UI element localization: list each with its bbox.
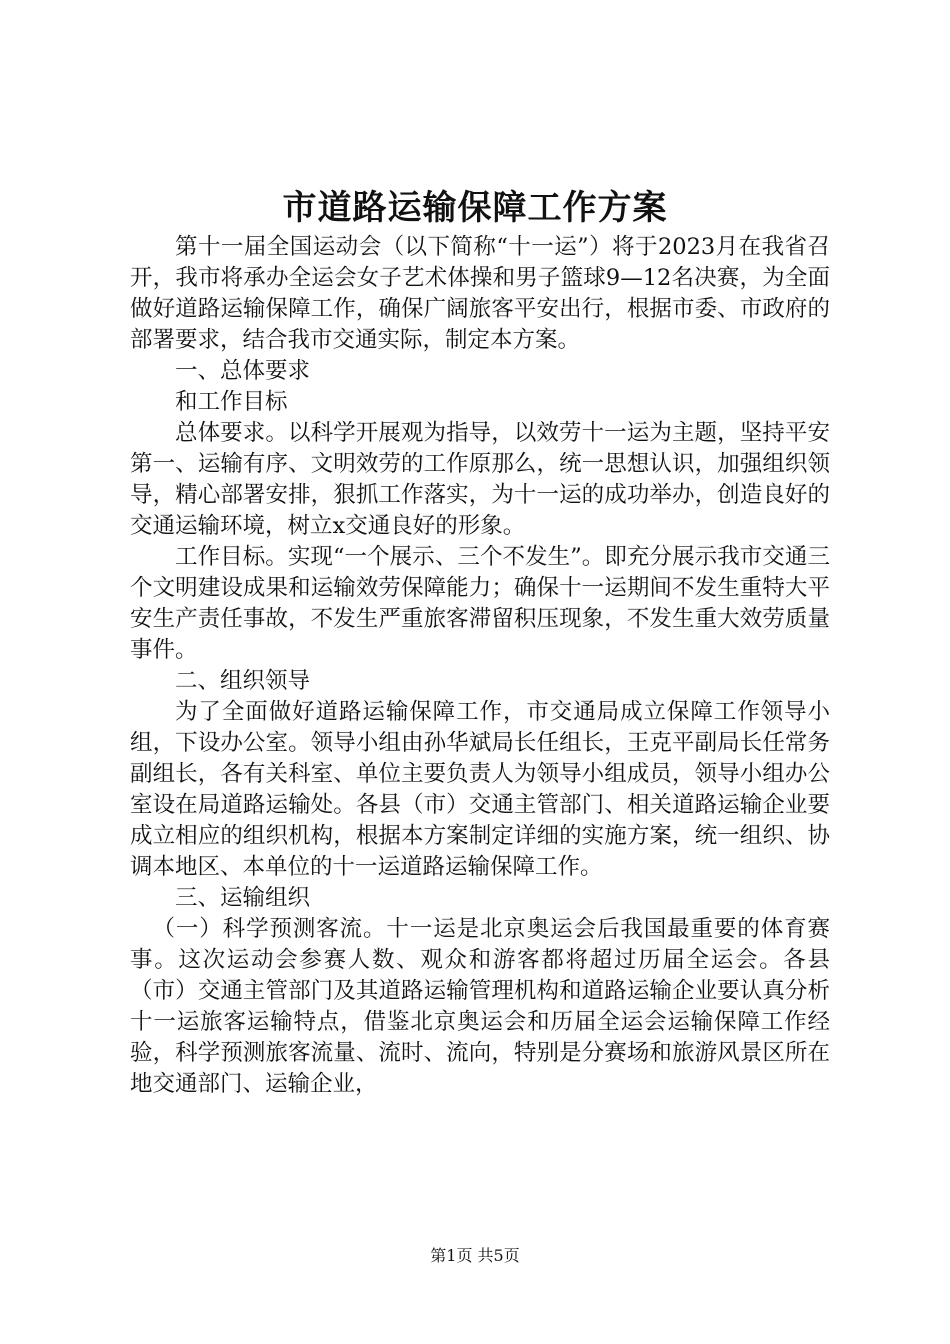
page-footer: 第1页 共5页 — [430, 1246, 520, 1265]
heading-general-requirements: 一、总体要求 — [175, 358, 311, 384]
paragraph-passenger-forecast: （一）科学预测客流。十一运是北京奥运会后我国最重要的体育赛事。这次运动会参赛人数、观众和游客都将超过历届全运会。各县（市）交通主管部门及其道路运输管理机构和道路运输企业要认真分析十一运旅客运输特点，借鉴北京奥运会和历届全运会运输保障工作经验，科学预测旅客流量、流时、流向，特别是分赛场和旅游风景区所在地交通部门、运输企业， — [130, 916, 830, 1097]
paragraph-intro: 第十一届全国运动会（以下简称“十一运”）将于2023月在我省召开，我市将承办全运会女子艺术体操和男子篮球9—12名决赛，为全面做好道路运输保障工作，确保广阔旅客平安出行，根据市委、市政府的部署要求，结合我市交通实际，制定本方案。 — [130, 234, 830, 353]
document-body — [130, 232, 830, 1100]
paragraph-general-requirements: 总体要求。以科学开展观为指导，以效劳十一运为主题，坚持平安第一、运输有序、文明效劳的工作原那么，统一思想认识，加强组织领导，精心部署安排，狠抓工作落实，为十一运的成功举办，创造良好的交通运输环境，树立x交通良好的形象。 — [130, 420, 830, 539]
document-title: 市道路运输保障工作方案 — [282, 188, 668, 228]
paragraph-work-goals: 工作目标。实现“一个展示、三个不发生”。即充分展示我市交通三个文明建设成果和运输效劳保障能力；确保十一运期间不发生重特大平安生产责任事故，不发生严重旅客滞留积压现象，不发生重大效劳质量事件。 — [130, 544, 830, 663]
paragraph-organization-leadership: 为了全面做好道路运输保障工作，市交通局成立保障工作领导小组，下设办公室。领导小组由孙华斌局长任组长，王克平副局长任常务副组长，各有关科室、单位主要负责人为领导小组成员，领导小组办公室设在局道路运输处。各县（市）交通主管部门、相关道路运输企业要成立相应的组织机构，根据本方案制定详细的实施方案，统一组织、协调本地区、本单位的十一运道路运输保障工作。 — [130, 699, 830, 880]
heading-work-goals: 和工作目标 — [175, 389, 288, 415]
heading-organization-leadership: 二、组织领导 — [175, 668, 311, 694]
heading-transport-organization: 三、运输组织 — [175, 885, 311, 911]
